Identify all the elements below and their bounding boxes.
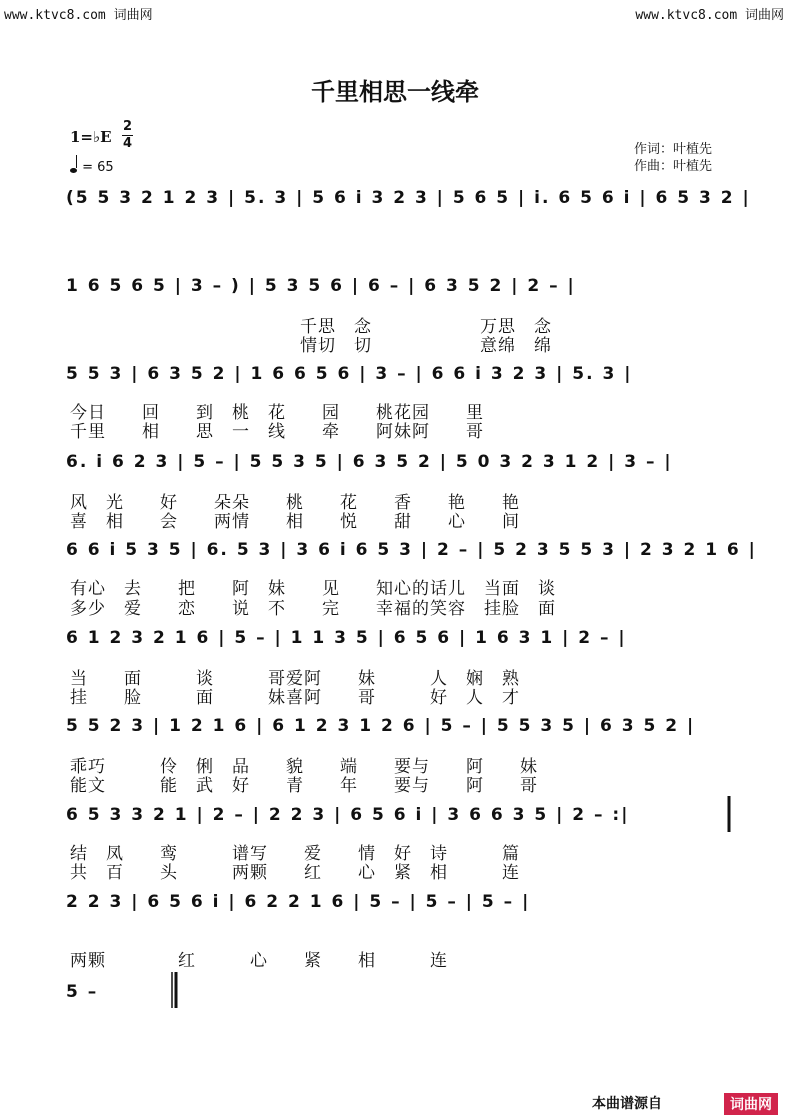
lyric-line-8b: 共 百 头 两颗 红 心 紧 相 连 bbox=[70, 863, 520, 883]
lyric-line-5b: 多少 爱 恋 说 不 完 幸福的笑容 挂脸 面 bbox=[70, 599, 556, 619]
lyric-line-8a: 结 凤 鸾 谱写 爱 情 好 诗 篇 bbox=[70, 844, 520, 864]
lyric-line-5a: 有心 去 把 阿 妹 见 知心的话儿 当面 谈 bbox=[70, 579, 556, 599]
lyric-line-6b: 挂 脸 面 妹喜阿 哥 好 人 才 bbox=[70, 688, 520, 708]
score-line-10: 5 – bbox=[66, 982, 99, 1002]
tempo-value: = 65 bbox=[82, 160, 114, 175]
lyric-line-3a: 今日 回 到 桃 花 园 桃花园 里 bbox=[70, 403, 484, 423]
score-line-4: 6. i 6 2 3 | 5 – | 5 5 3 5 | 6 3 5 2 | 5 0 3 2 3 1 2 | 3 – | bbox=[66, 452, 673, 472]
lyric-line-2a: 千思 念 万思 念 bbox=[300, 317, 552, 337]
score-line-5: 6 6 i 5 3 5 | 6. 5 3 | 3 6 i 6 5 3 | 2 – | 5 2 3 5 5 3 | 2 3 2 1 6 | bbox=[66, 540, 757, 560]
lyric-line-4a: 风 光 好 朵朵 桃 花 香 艳 艳 bbox=[70, 493, 520, 513]
lyricist-credit: 作词：叶植先 bbox=[634, 142, 713, 157]
score-line-9: 2 2 3 | 6 5 6 i | 6 2 2 1 6 | 5 – | 5 – | 5 – | bbox=[66, 892, 531, 912]
lyric-line-10: 两颗 红 心 紧 相 连 bbox=[70, 951, 448, 971]
song-title: 千里相思一线牵 bbox=[311, 77, 479, 106]
lyric-line-3b: 千里 相 思 一 线 牵 阿妹阿 哥 bbox=[70, 422, 484, 442]
lyric-line-2b: 情切 切 意绵 绵 bbox=[300, 336, 552, 356]
score-line-2: 1 6 5 6 5 | 3 – ) | 5 3 5 6 | 6 – | 6 3 5 2 | 2 – | bbox=[66, 276, 576, 296]
watermark-left: www.ktvc8.com 词曲网 bbox=[4, 8, 153, 23]
composer-credit: 作曲：叶植先 bbox=[634, 159, 713, 174]
time-top: 2 bbox=[122, 119, 133, 134]
key-signature: 1=♭E bbox=[70, 128, 112, 146]
score-line-6: 6 1 2 3 2 1 6 | 5 – | 1 1 3 5 | 6 5 6 | 1 6 3 1 | 2 – | bbox=[66, 628, 627, 648]
source-note: 本曲谱源自 bbox=[592, 1096, 662, 1112]
lyric-line-7b: 能文 能 武 好 青 年 要与 阿 哥 bbox=[70, 776, 538, 796]
score-line-8: 6 5 3 3 2 1 | 2 – | 2 2 3 | 6 5 6 i | 3 6 6 3 5 | 2 – :| bbox=[66, 805, 630, 825]
score-line-7: 5 5 2 3 | 1 2 1 6 | 6 1 2 3 1 2 6 | 5 – | 5 5 3 5 | 6 3 5 2 | bbox=[66, 716, 696, 736]
score-line-1: (5 5 3 2 1 2 3 | 5. 3 | 5 6 i 3 2 3 | 5 6 5 | i. 6 5 6 i | 6 5 3 2 | bbox=[66, 188, 751, 208]
score-line-3: 5 5 3 | 6 3 5 2 | 1 6 6 5 6 | 3 – | 6 6 i 3 2 3 | 5. 3 | bbox=[66, 364, 633, 384]
lyric-line-6a: 当 面 谈 哥爱阿 妹 人 娴 熟 bbox=[70, 669, 520, 689]
time-bottom: 4 bbox=[122, 136, 133, 151]
watermark-right: www.ktvc8.com 词曲网 bbox=[635, 8, 784, 23]
lyric-line-4b: 喜 相 会 两情 相 悦 甜 心 间 bbox=[70, 512, 520, 532]
lyric-line-7a: 乖巧 伶 俐 品 貌 端 要与 阿 妹 bbox=[70, 757, 538, 777]
site-badge[interactable]: 词曲网 bbox=[724, 1093, 778, 1115]
